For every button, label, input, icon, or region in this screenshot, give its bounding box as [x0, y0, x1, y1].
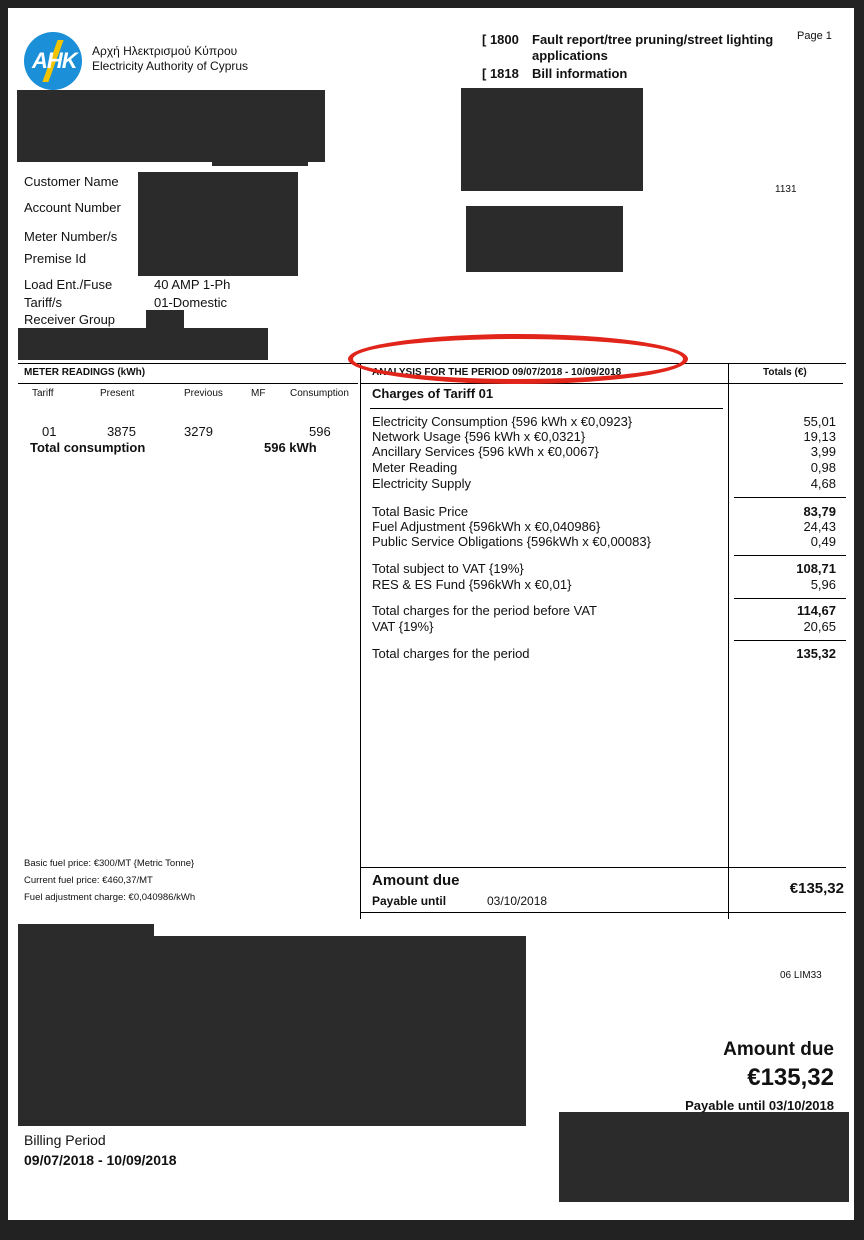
account-number-label: Account Number: [24, 200, 121, 215]
charges-title-rule: [370, 408, 723, 409]
current-fuel-price: Current fuel price: €460,37/MT: [24, 875, 153, 886]
footer-amount-due-label: Amount due: [723, 1039, 834, 1060]
charge-value: 0,49: [810, 534, 836, 549]
logo-mark: AΗK: [32, 48, 77, 73]
meter-header-rule: [18, 383, 358, 384]
load-fuse-label: Load Ent./Fuse: [24, 277, 113, 292]
phone-bill-desc: Bill information: [532, 66, 628, 81]
billing-period-value: 09/07/2018 - 10/09/2018: [24, 1152, 177, 1168]
redaction: [559, 1112, 849, 1202]
phone-bill: [ 1818: [482, 66, 519, 81]
charge-label: Total charges for the period before VAT: [372, 603, 597, 618]
charge-label: Electricity Supply: [372, 476, 471, 491]
payable-until-label: Payable until: [372, 894, 447, 908]
meter-col-previous: Previous: [184, 388, 223, 399]
meter-col-present: Present: [100, 388, 135, 399]
phone-fault: [ 1800: [482, 32, 519, 47]
logo-english-name: Electricity Authority of Cyprus: [92, 59, 249, 73]
total-charges-label: Total charges for the period: [372, 646, 530, 661]
receiver-group-label: Receiver Group: [24, 312, 116, 327]
subtotal-rule: [734, 555, 846, 556]
charges-title: Charges of Tariff 01: [372, 386, 494, 401]
charge-value: 19,13: [803, 429, 836, 444]
charge-value: 0,98: [810, 460, 836, 475]
charge-value: 114,67: [796, 603, 836, 618]
logo-greek-name: Αρχή Ηλεκτρισμού Κύπρου: [92, 44, 238, 58]
eac-logo: [24, 32, 82, 90]
meter-tariff-value: 01: [42, 424, 57, 439]
subtotal-rule: [734, 598, 846, 599]
customer-name-label: Customer Name: [24, 174, 119, 189]
redaction: [17, 90, 325, 162]
charge-label: Public Service Obligations {596kWh x €0,00083}: [372, 534, 651, 549]
route-code: 06 LIM33: [780, 970, 822, 981]
basic-fuel-price: Basic fuel price: €300/MT {Metric Tonne}: [24, 858, 195, 869]
page-number: Page 1: [797, 30, 832, 42]
charge-label: VAT {19%}: [372, 619, 434, 634]
meter-present-value: 3875: [107, 424, 136, 439]
charge-label: Fuel Adjustment {596kWh x €0,040986}: [372, 519, 601, 534]
totals-divider: [728, 363, 729, 919]
redaction: [461, 88, 643, 191]
charge-label: Ancillary Services {596 kWh x €0,0067}: [372, 444, 599, 459]
meter-col-tariff: Tariff: [32, 388, 54, 399]
load-fuse-value: 40 AMP 1-Ph: [154, 277, 231, 292]
highlight-circle: [348, 334, 688, 384]
meter-col-consumption: Consumption: [290, 388, 349, 399]
amount-box-top-rule: [360, 867, 846, 868]
charge-label: RES & ES Fund {596kWh x €0,01}: [372, 577, 572, 592]
payable-until-date: 03/10/2018: [487, 894, 548, 908]
meter-previous-value: 3279: [184, 424, 213, 439]
subtotal-rule: [734, 497, 846, 498]
redaction: [18, 328, 268, 360]
tariff-value: 01-Domestic: [154, 295, 227, 310]
billing-period-label: Billing Period: [24, 1132, 106, 1148]
charge-value: 24,43: [803, 519, 836, 534]
subtotal-rule: [734, 640, 846, 641]
bill-page: [8, 8, 854, 1220]
charge-value: 20,65: [803, 619, 836, 634]
total-consumption-label: Total consumption: [30, 440, 146, 455]
reference-code: 1131: [775, 184, 797, 195]
charge-value: 83,79: [803, 504, 836, 519]
table-divider: [360, 363, 361, 919]
redaction: [18, 936, 526, 1126]
charge-label: Network Usage {596 kWh x €0,0321}: [372, 429, 586, 444]
meter-readings-title: METER READINGS (kWh): [24, 367, 146, 378]
amount-due-label: Amount due: [372, 872, 460, 889]
amount-box-bottom-rule: [360, 912, 846, 913]
total-consumption-value: 596 kWh: [264, 440, 317, 455]
charge-value: 55,01: [803, 414, 836, 429]
charge-value: 108,71: [796, 561, 836, 576]
redaction: [466, 206, 623, 272]
redaction: [146, 310, 184, 330]
charge-label: Electricity Consumption {596 kWh x €0,0923}: [372, 414, 633, 429]
charge-label: Total Basic Price: [372, 504, 469, 519]
totals-header: Totals (€): [763, 367, 807, 378]
meter-consumption-value: 596: [309, 424, 331, 439]
tariff-label: Tariff/s: [24, 295, 63, 310]
premise-id-label: Premise Id: [24, 251, 87, 266]
analysis-title: ANALYSIS FOR THE PERIOD 09/07/2018 - 10/09/2018: [372, 367, 622, 378]
fuel-adjustment-charge: Fuel adjustment charge: €0,040986/kWh: [24, 892, 196, 903]
charge-label: Meter Reading: [372, 460, 458, 475]
meter-number-label: Meter Number/s: [24, 229, 118, 244]
charge-label: Total subject to VAT {19%}: [372, 561, 524, 576]
redaction: [138, 172, 298, 276]
amount-due-value: €135,32: [789, 880, 844, 897]
charge-value: 3,99: [810, 444, 836, 459]
redaction: [212, 158, 308, 166]
total-charges-value: 135,32: [796, 646, 836, 661]
charge-value: 4,68: [810, 476, 836, 491]
footer-amount-due-value: €135,32: [747, 1064, 834, 1091]
phone-fault-desc: Fault report/tree pruning/street lighting: [532, 32, 774, 47]
analysis-header-rule: [361, 383, 843, 384]
meter-col-mf: MF: [251, 388, 266, 399]
footer-payable-until: Payable until 03/10/2018: [685, 1098, 834, 1113]
charge-value: 5,96: [810, 577, 836, 592]
phone-fault-desc-2: applications: [532, 48, 608, 63]
